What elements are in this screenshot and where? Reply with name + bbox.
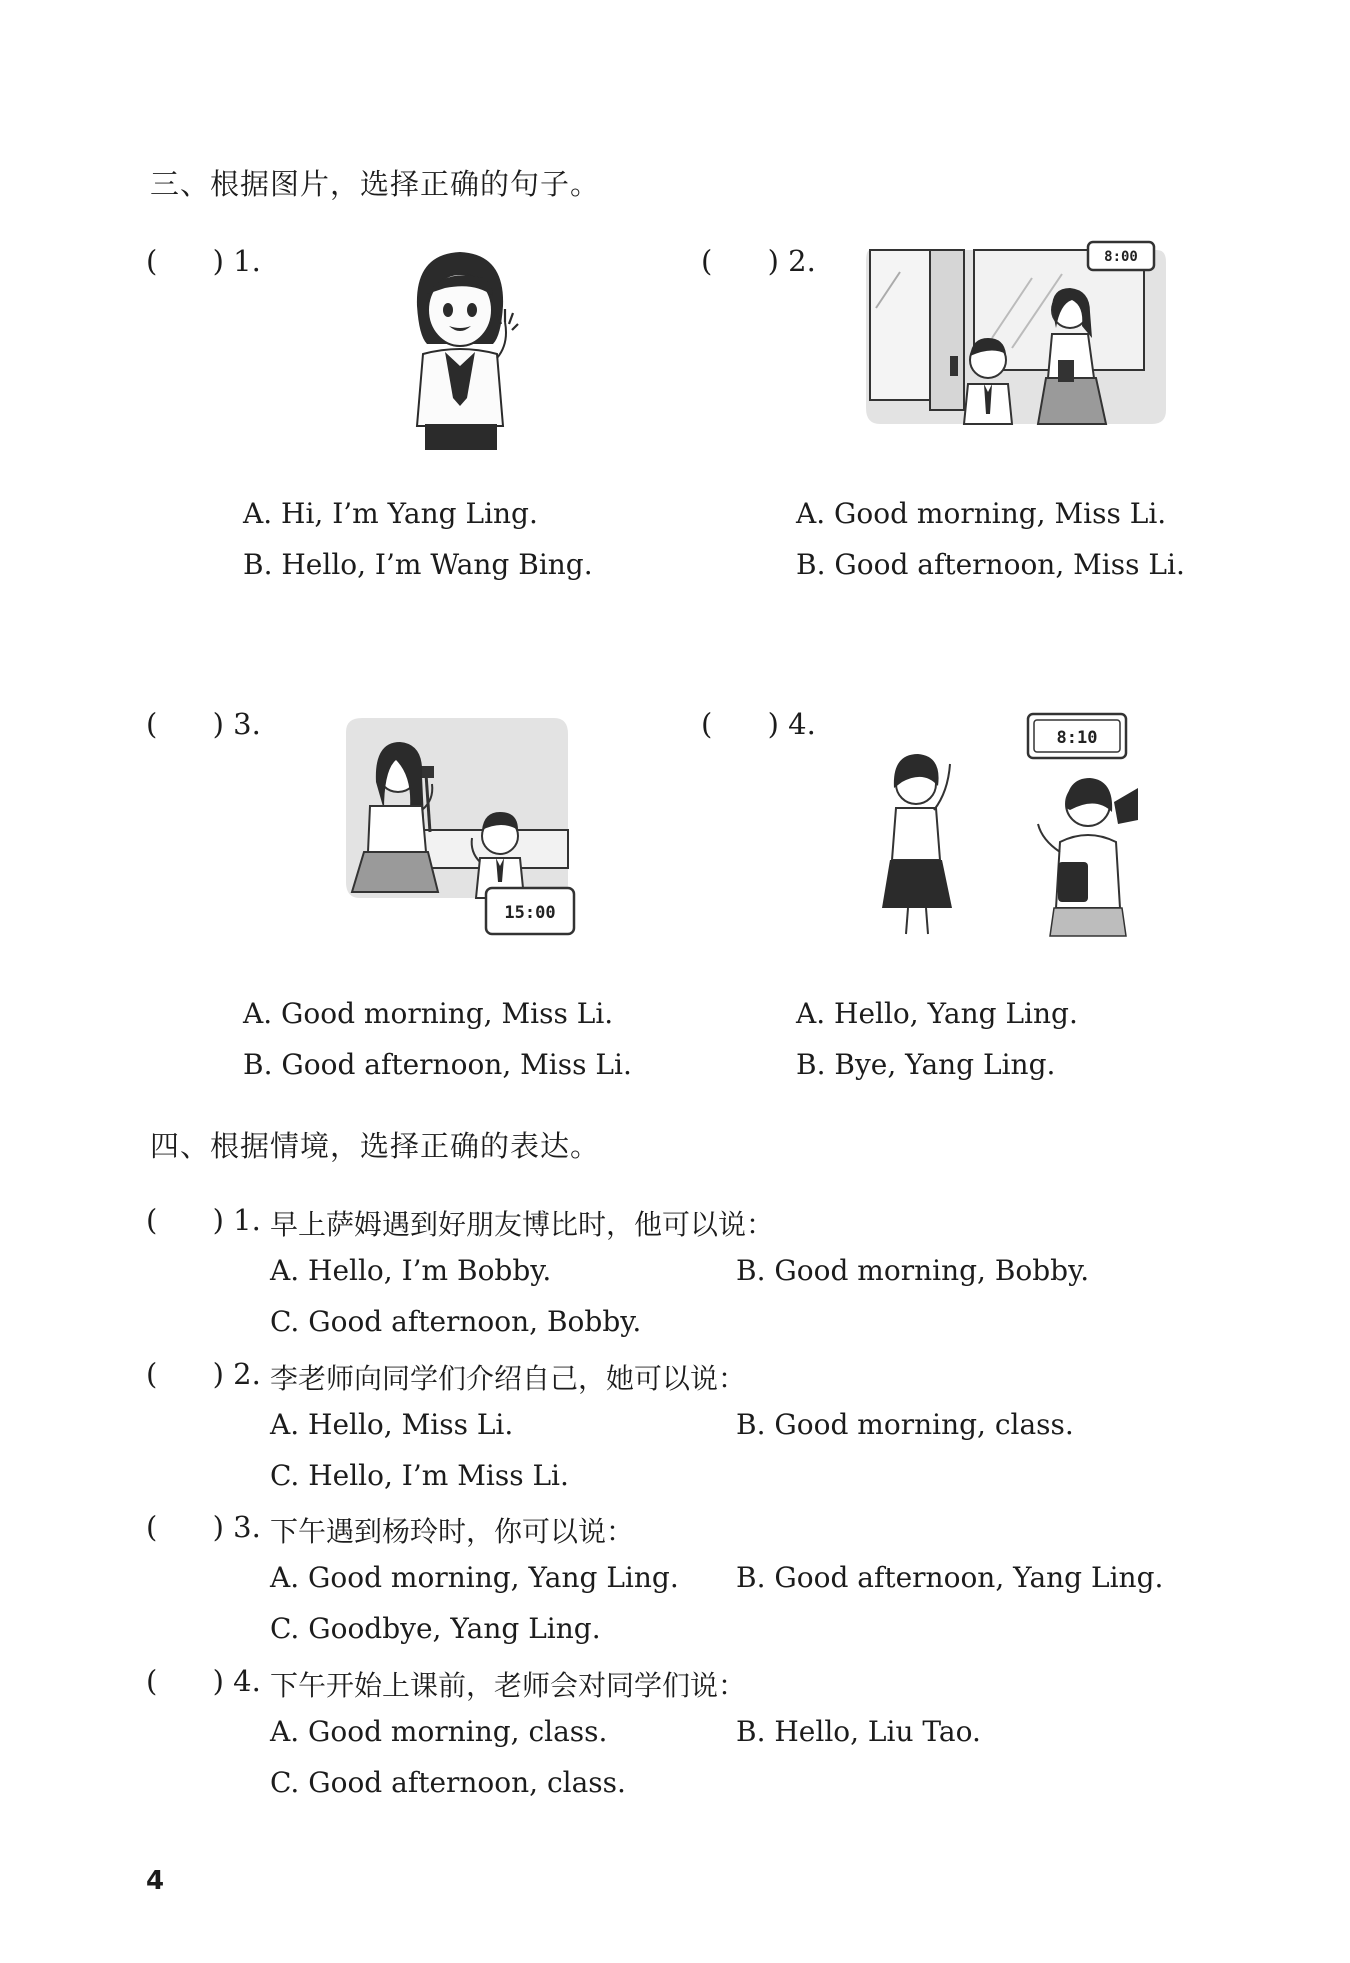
q4-4-prompt: 下午开始上课前，老师会对同学们说： (270, 1669, 747, 1702)
goodbye-wave-illustration (890, 712, 1158, 942)
q3-3-answer-bracket[interactable]: ( ) 3. (146, 707, 261, 741)
section4-heading: 四、根据情境，选择正确的表达。 (150, 1129, 601, 1163)
q4-1-prompt: 早上萨姆遇到好朋友博比时，他可以说： (270, 1208, 775, 1241)
q3-4-answer-bracket[interactable]: ( ) 4. (701, 707, 816, 741)
q4-3-answer-bracket[interactable]: ( ) 3. (146, 1510, 261, 1544)
girl-waving-illustration (405, 248, 515, 452)
q3-3-option-b[interactable]: B. Good afternoon, Miss Li. (243, 1048, 632, 1081)
q4-2-prompt: 李老师向同学们介绍自己，她可以说： (270, 1362, 747, 1395)
q3-1-option-b[interactable]: B. Hello, I’m Wang Bing. (243, 548, 593, 581)
q3-4-option-a[interactable]: A. Hello, Yang Ling. (796, 997, 1078, 1030)
q4-4-answer-bracket[interactable]: ( ) 4. (146, 1664, 261, 1698)
q3-2-option-b[interactable]: B. Good afternoon, Miss Li. (796, 548, 1185, 581)
q4-3-option-a[interactable]: A. Good morning, Yang Ling. (270, 1561, 679, 1594)
page-number: 4 (146, 1866, 165, 1896)
q4-4-option-b[interactable]: B. Hello, Liu Tao. (736, 1715, 981, 1748)
q4-2-option-c[interactable]: C. Hello, I’m Miss Li. (270, 1459, 569, 1492)
q3-1-option-a[interactable]: A. Hi, I’m Yang Ling. (243, 497, 538, 530)
q3-1-answer-bracket[interactable]: ( ) 1. (146, 244, 261, 278)
q4-1-option-a[interactable]: A. Hello, I’m Bobby. (270, 1254, 552, 1287)
q4-4-option-c[interactable]: C. Good afternoon, class. (270, 1766, 626, 1799)
clock-8-00-text: 8:00 (1104, 249, 1138, 265)
q3-3-option-a[interactable]: A. Good morning, Miss Li. (243, 997, 614, 1030)
q4-1-answer-bracket[interactable]: ( ) 1. (146, 1203, 261, 1237)
q3-2-answer-bracket[interactable]: ( ) 2. (701, 244, 816, 278)
q4-2-answer-bracket[interactable]: ( ) 2. (146, 1357, 261, 1391)
q3-2-option-a[interactable]: A. Good morning, Miss Li. (796, 497, 1167, 530)
clock-8-10-text: 8:10 (1056, 728, 1098, 748)
classroom-teacher-illustration (340, 712, 582, 940)
q4-2-option-a[interactable]: A. Hello, Miss Li. (270, 1408, 514, 1441)
q3-4-option-b[interactable]: B. Bye, Yang Ling. (796, 1048, 1056, 1081)
school-gate-illustration (862, 238, 1167, 428)
section3-heading: 三、根据图片，选择正确的句子。 (150, 167, 601, 201)
q4-3-option-b[interactable]: B. Good afternoon, Yang Ling. (736, 1561, 1164, 1594)
q4-1-option-c[interactable]: C. Good afternoon, Bobby. (270, 1305, 642, 1338)
q4-4-option-a[interactable]: A. Good morning, class. (270, 1715, 608, 1748)
clock-15-00-text: 15:00 (504, 903, 556, 923)
q4-3-option-c[interactable]: C. Goodbye, Yang Ling. (270, 1612, 601, 1645)
q4-2-option-b[interactable]: B. Good morning, class. (736, 1408, 1074, 1441)
q4-3-prompt: 下午遇到杨玲时，你可以说： (270, 1515, 635, 1548)
q4-1-option-b[interactable]: B. Good morning, Bobby. (736, 1254, 1090, 1287)
